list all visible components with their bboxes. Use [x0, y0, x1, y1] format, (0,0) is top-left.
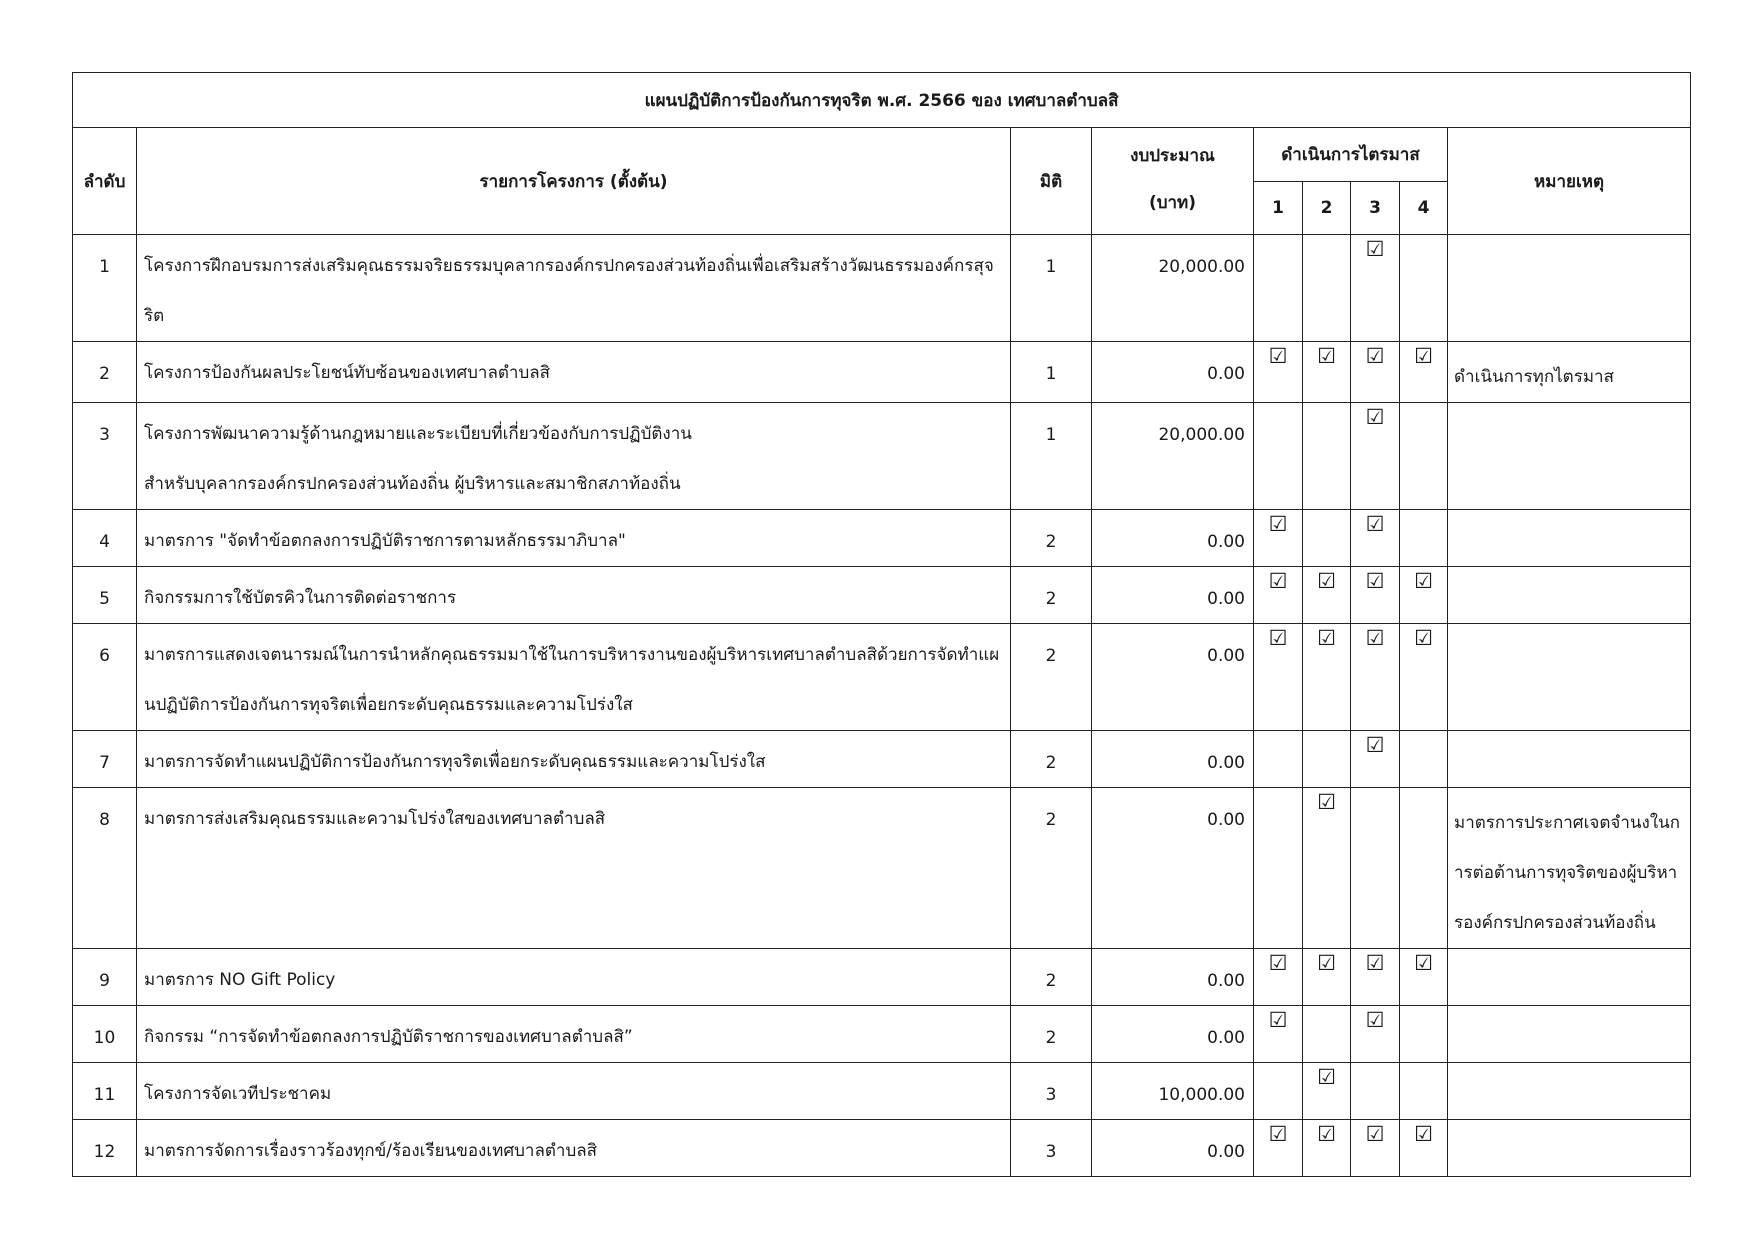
quarter-2-cell	[1303, 1063, 1351, 1120]
checkbox-checked-icon: ☑	[1365, 405, 1385, 429]
budget: 0.00	[1092, 567, 1254, 624]
project-name-line: มาตรการ NO Gift Policy	[144, 970, 336, 990]
header-project: รายการโครงการ (ตั้งต้น)	[137, 128, 1011, 235]
checkbox-checked-icon: ☑	[1365, 512, 1385, 536]
project-name	[137, 1006, 1011, 1063]
checkbox-checked-icon: ☑	[1317, 344, 1336, 368]
header-budget-line1: งบประมาณ	[1130, 146, 1215, 166]
quarter-1-cell	[1254, 624, 1303, 731]
dimension: 2	[1011, 1006, 1092, 1063]
remark-line: มาตรการประกาศเจตจำนงในก	[1454, 813, 1681, 833]
table-row	[73, 949, 1691, 1006]
quarter-4-cell	[1400, 342, 1448, 403]
quarter-2-cell	[1303, 788, 1351, 949]
quarter-2-cell	[1303, 949, 1351, 1006]
table-row	[73, 731, 1691, 788]
checkbox-checked-icon: ☑	[1414, 1122, 1433, 1146]
checkbox-checked-icon: ☑	[1317, 1065, 1336, 1089]
header-budget-line2: (บาท)	[1148, 193, 1197, 213]
row-number: 4	[73, 510, 137, 567]
quarter-2-cell	[1303, 567, 1351, 624]
row-number: 1	[73, 235, 137, 342]
quarter-4-cell	[1400, 510, 1448, 567]
row-number: 5	[73, 567, 137, 624]
row-number: 6	[73, 624, 137, 731]
budget: 0.00	[1092, 949, 1254, 1006]
anti-corruption-plan-table	[72, 72, 1691, 1177]
table-row	[73, 624, 1691, 731]
dimension: 3	[1011, 1120, 1092, 1177]
dimension: 2	[1011, 788, 1092, 949]
quarter-3-cell	[1351, 1006, 1400, 1063]
project-name	[137, 342, 1011, 403]
project-name-line: โครงการฝึกอบรมการส่งเสริมคุณธรรมจริยธรรมบุคลากรองค์กรปกครองส่วนท้องถิ่นเพื่อเสริมสร้างวัฒนธรรมองค์กรสุจ	[144, 256, 994, 276]
checkbox-checked-icon: ☑	[1365, 951, 1385, 975]
project-name	[137, 788, 1011, 949]
checkbox-checked-icon: ☑	[1365, 344, 1385, 368]
quarter-4-cell	[1400, 949, 1448, 1006]
budget: 0.00	[1092, 1120, 1254, 1177]
project-name	[137, 403, 1011, 510]
remark	[1448, 731, 1691, 788]
project-name	[137, 1120, 1011, 1177]
remark	[1448, 1120, 1691, 1177]
checkbox-checked-icon: ☑	[1268, 512, 1288, 536]
quarter-3-cell	[1351, 788, 1400, 949]
document-title: แผนปฏิบัติการป้องกันการทุจริต พ.ศ. 2566 ของ เทศบาลตำบลสิ	[73, 73, 1691, 128]
checkbox-checked-icon: ☑	[1414, 626, 1433, 650]
dimension: 3	[1011, 1063, 1092, 1120]
dimension: 1	[1011, 235, 1092, 342]
quarter-4-cell	[1400, 1120, 1448, 1177]
quarter-4-cell	[1400, 403, 1448, 510]
project-name-line: กิจกรรมการใช้บัตรคิวในการติดต่อราชการ	[144, 588, 457, 608]
dimension: 1	[1011, 403, 1092, 510]
remark	[1448, 510, 1691, 567]
quarter-4-cell	[1400, 788, 1448, 949]
budget: 20,000.00	[1092, 403, 1254, 510]
remark	[1448, 624, 1691, 731]
quarter-1-cell	[1254, 342, 1303, 403]
checkbox-checked-icon: ☑	[1365, 569, 1385, 593]
header-quarter-4: 4	[1400, 182, 1448, 235]
checkbox-checked-icon: ☑	[1268, 569, 1288, 593]
project-name	[137, 567, 1011, 624]
quarter-4-cell	[1400, 624, 1448, 731]
project-name-line: มาตรการจัดทำแผนปฏิบัติการป้องกันการทุจริตเพื่อยกระดับคุณธรรมและความโปร่งใส	[144, 752, 766, 772]
checkbox-checked-icon: ☑	[1317, 569, 1336, 593]
quarter-3-cell	[1351, 567, 1400, 624]
project-name	[137, 1063, 1011, 1120]
table-row	[73, 403, 1691, 510]
checkbox-checked-icon: ☑	[1414, 951, 1433, 975]
table-row	[73, 342, 1691, 403]
checkbox-checked-icon: ☑	[1268, 344, 1288, 368]
header-quarter-1: 1	[1254, 182, 1303, 235]
checkbox-checked-icon: ☑	[1365, 1122, 1385, 1146]
project-name-line: มาตรการส่งเสริมคุณธรรมและความโปร่งใสของเทศบาลตำบลสิ	[144, 809, 606, 829]
project-name-line: สำหรับบุคลากรองค์กรปกครองส่วนท้องถิ่น ผู้บริหารและสมาชิกสภาท้องถิ่น	[144, 474, 681, 494]
checkbox-checked-icon: ☑	[1317, 790, 1336, 814]
quarter-2-cell	[1303, 510, 1351, 567]
checkbox-checked-icon: ☑	[1365, 237, 1385, 261]
budget: 10,000.00	[1092, 1063, 1254, 1120]
quarter-4-cell	[1400, 567, 1448, 624]
quarter-1-cell	[1254, 1006, 1303, 1063]
remark	[1448, 1063, 1691, 1120]
project-name	[137, 510, 1011, 567]
row-number: 2	[73, 342, 137, 403]
remark	[1448, 949, 1691, 1006]
project-name-line: โครงการจัดเวทีประชาคม	[144, 1084, 332, 1104]
quarter-4-cell	[1400, 1063, 1448, 1120]
checkbox-checked-icon: ☑	[1414, 569, 1433, 593]
row-number: 8	[73, 788, 137, 949]
remark	[1448, 235, 1691, 342]
row-number: 3	[73, 403, 137, 510]
checkbox-checked-icon: ☑	[1365, 733, 1385, 757]
table-row	[73, 510, 1691, 567]
project-name-line: โครงการพัฒนาความรู้ด้านกฎหมายและระเบียบที่เกี่ยวข้องกับการปฏิบัติงาน	[144, 424, 692, 444]
checkbox-checked-icon: ☑	[1365, 1008, 1385, 1032]
quarter-3-cell	[1351, 1063, 1400, 1120]
quarter-4-cell	[1400, 1006, 1448, 1063]
row-number: 10	[73, 1006, 137, 1063]
quarter-2-cell	[1303, 1006, 1351, 1063]
budget: 0.00	[1092, 342, 1254, 403]
remark-line: รองค์กรปกครองส่วนท้องถิ่น	[1454, 913, 1656, 933]
project-name-line: ริต	[144, 306, 165, 326]
header-quarter-3: 3	[1351, 182, 1400, 235]
budget: 20,000.00	[1092, 235, 1254, 342]
row-number: 9	[73, 949, 137, 1006]
quarter-3-cell	[1351, 731, 1400, 788]
checkbox-checked-icon: ☑	[1268, 626, 1288, 650]
project-name-line: โครงการป้องกันผลประโยชน์ทับซ้อนของเทศบาลตำบลสิ	[144, 363, 551, 383]
table-body	[73, 235, 1691, 1177]
quarter-2-cell	[1303, 731, 1351, 788]
quarter-1-cell	[1254, 567, 1303, 624]
checkbox-checked-icon: ☑	[1268, 1008, 1288, 1032]
dimension: 2	[1011, 567, 1092, 624]
quarter-1-cell	[1254, 235, 1303, 342]
quarter-2-cell	[1303, 342, 1351, 403]
project-name-line: นปฏิบัติการป้องกันการทุจริตเพื่อยกระดับคุณธรรมและความโปร่งใส	[144, 695, 633, 715]
header-no: ลำดับ	[73, 128, 137, 235]
remark	[1448, 788, 1691, 949]
dimension: 2	[1011, 624, 1092, 731]
project-name	[137, 949, 1011, 1006]
table-row	[73, 788, 1691, 949]
remark	[1448, 1006, 1691, 1063]
checkbox-checked-icon: ☑	[1317, 951, 1336, 975]
quarter-3-cell	[1351, 342, 1400, 403]
budget: 0.00	[1092, 788, 1254, 949]
quarter-3-cell	[1351, 624, 1400, 731]
dimension: 2	[1011, 949, 1092, 1006]
quarter-1-cell	[1254, 731, 1303, 788]
checkbox-checked-icon: ☑	[1317, 1122, 1336, 1146]
quarter-2-cell	[1303, 624, 1351, 731]
budget: 0.00	[1092, 510, 1254, 567]
header-remark: หมายเหตุ	[1448, 128, 1691, 235]
checkbox-checked-icon: ☑	[1365, 626, 1385, 650]
project-name-line: มาตรการแสดงเจตนารมณ์ในการนำหลักคุณธรรมมาใช้ในการบริหารงานของผู้บริหารเทศบาลตำบลสิด้วยการจัดทำแผ	[144, 645, 1000, 665]
quarter-1-cell	[1254, 510, 1303, 567]
row-number: 11	[73, 1063, 137, 1120]
quarter-1-cell	[1254, 1063, 1303, 1120]
checkbox-checked-icon: ☑	[1268, 951, 1288, 975]
remark-line: ารต่อต้านการทุจริตของผู้บริหา	[1454, 863, 1678, 883]
project-name-line: กิจกรรม “การจัดทำข้อตกลงการปฏิบัติราชการของเทศบาลตำบลสิ”	[144, 1027, 633, 1047]
dimension: 2	[1011, 510, 1092, 567]
checkbox-checked-icon: ☑	[1317, 626, 1336, 650]
header-budget	[1092, 128, 1254, 235]
quarter-3-cell	[1351, 510, 1400, 567]
quarter-1-cell	[1254, 1120, 1303, 1177]
remark-line: ดำเนินการทุกไตรมาส	[1454, 367, 1614, 387]
project-name-line: มาตรการจัดการเรื่องราวร้องทุกข์/ร้องเรียนของเทศบาลตำบลสิ	[144, 1141, 598, 1161]
table-row	[73, 567, 1691, 624]
dimension: 1	[1011, 342, 1092, 403]
table-row	[73, 1063, 1691, 1120]
dimension: 2	[1011, 731, 1092, 788]
row-number: 7	[73, 731, 137, 788]
header-quarters: ดำเนินการไตรมาส	[1254, 128, 1448, 182]
table-row	[73, 235, 1691, 342]
quarter-2-cell	[1303, 235, 1351, 342]
quarter-1-cell	[1254, 949, 1303, 1006]
quarter-4-cell	[1400, 731, 1448, 788]
remark	[1448, 342, 1691, 403]
quarter-4-cell	[1400, 235, 1448, 342]
checkbox-checked-icon: ☑	[1414, 344, 1433, 368]
quarter-3-cell	[1351, 235, 1400, 342]
quarter-1-cell	[1254, 788, 1303, 949]
quarter-3-cell	[1351, 403, 1400, 510]
quarter-3-cell	[1351, 1120, 1400, 1177]
budget: 0.00	[1092, 1006, 1254, 1063]
table-row	[73, 1006, 1691, 1063]
row-number: 12	[73, 1120, 137, 1177]
header-quarter-2: 2	[1303, 182, 1351, 235]
remark	[1448, 403, 1691, 510]
project-name-line: มาตรการ "จัดทำข้อตกลงการปฏิบัติราชการตามหลักธรรมาภิบาล"	[144, 531, 626, 551]
quarter-3-cell	[1351, 949, 1400, 1006]
quarter-2-cell	[1303, 1120, 1351, 1177]
project-name	[137, 235, 1011, 342]
remark	[1448, 567, 1691, 624]
budget: 0.00	[1092, 624, 1254, 731]
checkbox-checked-icon: ☑	[1268, 1122, 1288, 1146]
quarter-1-cell	[1254, 403, 1303, 510]
table-row	[73, 1120, 1691, 1177]
project-name	[137, 731, 1011, 788]
budget: 0.00	[1092, 731, 1254, 788]
header-dimension: มิติ	[1011, 128, 1092, 235]
project-name	[137, 624, 1011, 731]
quarter-2-cell	[1303, 403, 1351, 510]
